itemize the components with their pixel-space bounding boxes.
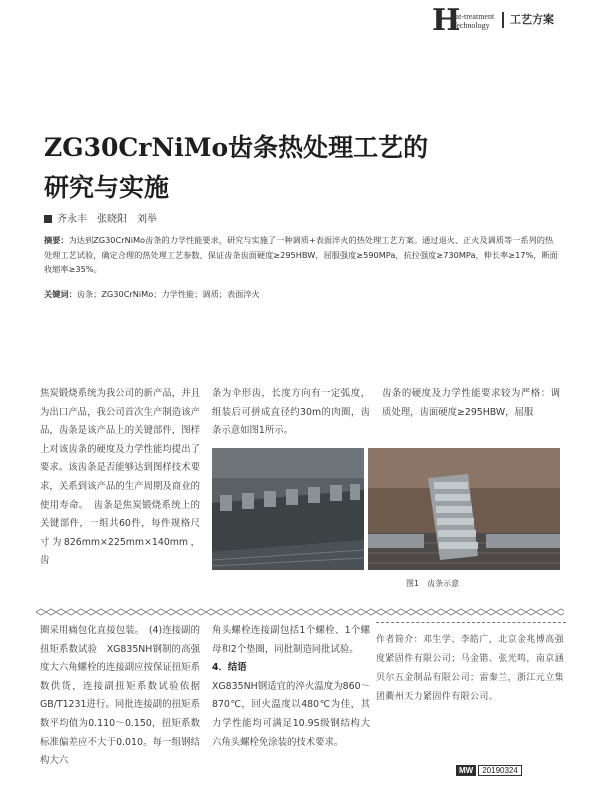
body-column-3: 齿条的硬度及力学性能要求较为严格：调质处理，齿面硬度≥295HBW，屈服 [382,388,560,418]
author-names: 齐永丰 张晓阳 刘举 [57,214,157,225]
conclusion-heading: 4．结语 [212,662,247,674]
title-line-1: ZG30CrNiMo齿条热处理工艺的 [44,133,429,162]
body-column-5 [212,622,370,752]
author-note-text: 作者简介：邓生学、李皓广，北京金兆博高强度紧固件有限公司；马金锴、张光鸣，南京涵贝尔五金制品有限公司；雷秦兰，浙江元立集团衢州天力紧固件有限公司。 [376,635,565,702]
figure-caption: 图1 齿条示意 [406,579,460,588]
keywords [44,289,560,300]
abstract-label: 摘要： [44,235,69,245]
author-note [376,622,566,707]
mw-badge: MW [456,765,476,776]
footer-code [456,760,522,773]
body-column-4: 圈采用痛包化直接包装。 (4)连接副的扭矩系数试验 XG835NH钢制的高强度大六角螺栓的连接副应按保证扭矩系数供货，连接副扭矩系数试验依据GB/T1231进行。同批连接副的扭矩系数平均值为0.110～0.150，扭矩系数标准偏差应不大于0.010。每一组钢结构大六 [40,625,200,767]
logo-letter: H [432,3,461,38]
keywords-label: 关键词： [44,289,77,299]
conclusion-intro: 角头螺栓连接副包括1个螺栓、1个螺母和2个垫圈，同批制造同批试验。 [212,625,370,655]
abstract [44,233,560,277]
article-title [44,128,564,208]
abstract-text: 为达到ZG30CrNiMo齿条的力学性能要求，研究与实施了一种调质+表面淬火的热处理工艺方案。通过退火、正火及调质等一系列的热处理工艺试验，确定合理的热处理工艺参数，保证齿条齿面硬度≥295HBW，屈服强度≥590MPa，抗拉强度≥730MPa，伸长率≥17%，断面收缩率≥35%。 [44,235,558,274]
article-code: 20190324 [478,765,522,776]
figure-photo-rack-closeup [212,448,364,570]
section-title: 工艺方案 [510,13,554,26]
section-divider [36,601,564,609]
authors [44,210,157,225]
header-divider [502,12,504,28]
bullet-square-icon [44,215,52,223]
logo-line-1: eat-treatment [452,12,495,21]
body-column-1: 焦炭锻烧系统为我公司的新产品，并且为出口产品，我公司首次生产制造该产品，齿条是该产品上的关键部件，图样上对该齿条的硬度及力学性能均提出了要求。该齿条是否能够达到图样技术要求，关系到该产品的生产周期及商业的使用寿命。 齿条是焦炭锻烧系统上的关键部件，一组共60件，每件规格尺寸为826mm×225mm×140mm，齿 [40,388,200,567]
title-line-2: 研究与实施 [44,173,170,202]
logo-line-2: Technology [452,21,490,30]
body-column-2: 条为伞形齿，长度方向有一定弧度，组装后可拼成直径约30m的肉圈，齿条示意如图1所示。 [212,388,370,437]
figure-photo-assembled-rack [368,448,560,570]
logo-text [452,12,494,30]
keywords-text: 齿条；ZG30CrNiMo；力学性能；调质；表面淬火 [76,289,260,299]
conclusion-text: XG835NH钢适宜的淬火温度为860～870℃，回火温度以480℃为佳，其力学性能均可满足10.9S级钢结构大六角头螺栓免涂装的技术要求。 [212,680,370,748]
